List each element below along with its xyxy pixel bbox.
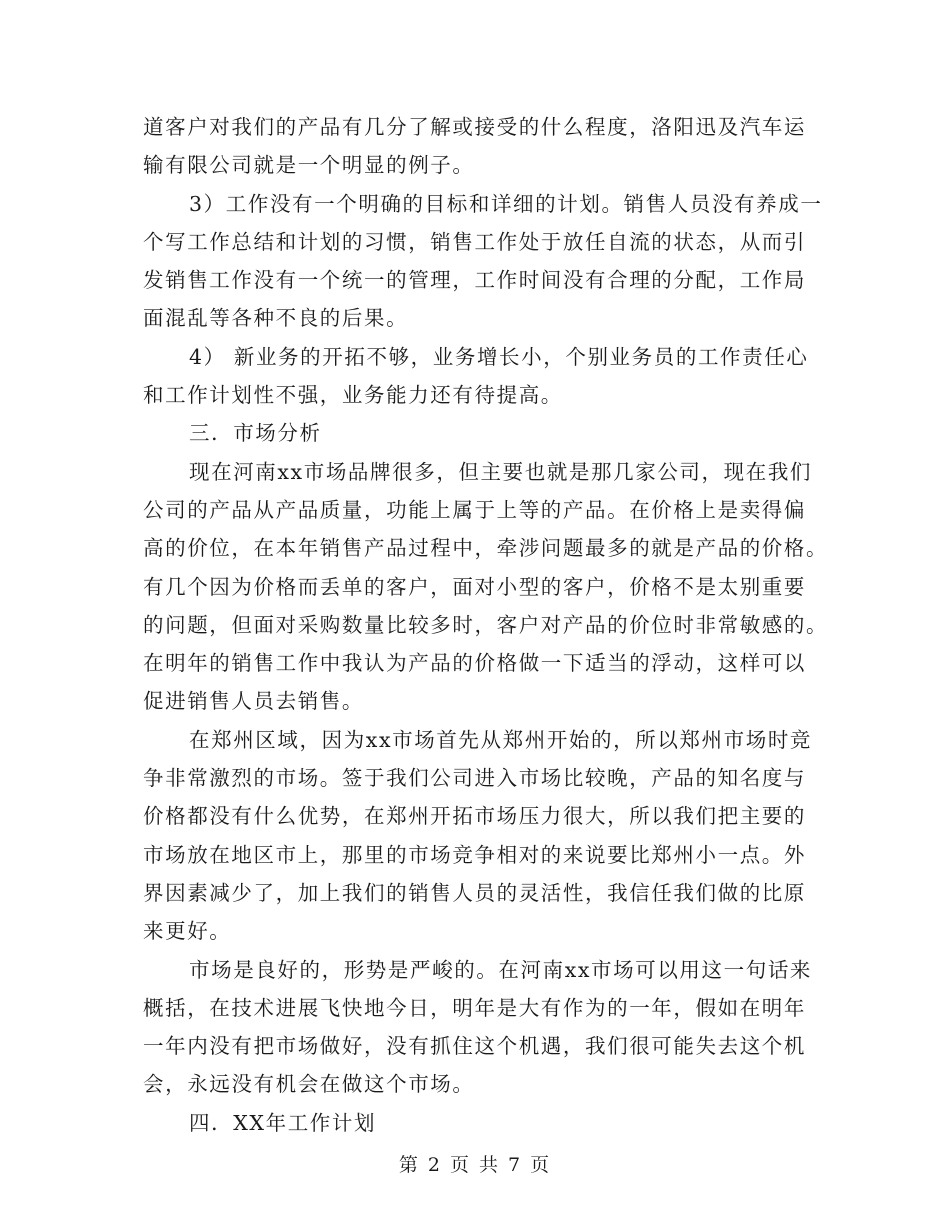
text-line: 4） 新业务的开拓不够，业务增长小，个别业务员的工作责任心 xyxy=(189,344,809,369)
text-line: 概括，在技术进展飞快地今日，明年是大有作为的一年，假如在明年 xyxy=(143,995,806,1020)
text-line: 市场是良好的，形势是严峻的。在河南xx市场可以用这一句话来 xyxy=(189,957,813,982)
page-number-footer: 第 2 页 共 7 页 xyxy=(398,1154,552,1176)
text-line: 会，永远没有机会在做这个市场。 xyxy=(143,1072,475,1097)
text-line: 争非常激烈的市场。签于我们公司进入市场比较晚，产品的知名度与 xyxy=(143,766,806,791)
text-line: 市场放在地区市上，那里的市场竞争相对的来说要比郑州小一点。外 xyxy=(143,842,806,867)
text-line: 一年内没有把市场做好，没有抓住这个机遇，我们很可能失去这个机 xyxy=(143,1034,806,1059)
text-line: 现在河南xx市场品牌很多，但主要也就是那几家公司，现在我们 xyxy=(189,459,813,484)
text-line: 在郑州区域，因为xx市场首先从郑州开始的，所以郑州市场时竞 xyxy=(189,727,813,752)
text-line: 的问题，但面对采购数量比较多时，客户对产品的价位时非常敏感的。 xyxy=(143,612,829,637)
text-line: 面混乱等各种不良的后果。 xyxy=(143,306,409,331)
document-body xyxy=(143,108,829,1142)
text-line: 输有限公司就是一个明显的例子。 xyxy=(143,153,475,178)
text-line: 有几个因为价格而丢单的客户，面对小型的客户，价格不是太别重要 xyxy=(143,574,806,599)
text-line: 道客户对我们的产品有几分了解或接受的什么程度，洛阳迅及汽车运 xyxy=(143,115,806,139)
text-line: 3）工作没有一个明确的目标和详细的计划。销售人员没有养成一 xyxy=(189,191,823,216)
text-line: 个写工作总结和计划的习惯，销售工作处于放任自流的状态，从而引 xyxy=(143,229,806,254)
text-line: 促进销售人员去销售。 xyxy=(143,689,364,714)
text-line: 公司的产品从产品质量，功能上属于上等的产品。在价格上是卖得偏 xyxy=(143,497,806,522)
text-line: 在明年的销售工作中我认为产品的价格做一下适当的浮动，这样可以 xyxy=(143,651,806,676)
text-line: 和工作计划性不强，业务能力还有待提高。 xyxy=(143,383,563,408)
text-line: 发销售工作没有一个统一的管理，工作时间没有合理的分配，工作局 xyxy=(143,268,806,293)
text-line: 价格都没有什么优势，在郑州开拓市场压力很大，所以我们把主要的 xyxy=(143,804,806,829)
text-line: 界因素减少了，加上我们的销售人员的灵活性，我信任我们做的比原 xyxy=(143,880,806,905)
text-line: 来更好。 xyxy=(143,919,232,944)
section-heading-market-analysis: 三．市场分析 xyxy=(189,421,322,446)
section-heading-work-plan: 四．XX年工作计划 xyxy=(189,1110,377,1135)
text-line: 高的价位，在本年销售产品过程中，牵涉问题最多的就是产品的价格。 xyxy=(143,536,829,561)
